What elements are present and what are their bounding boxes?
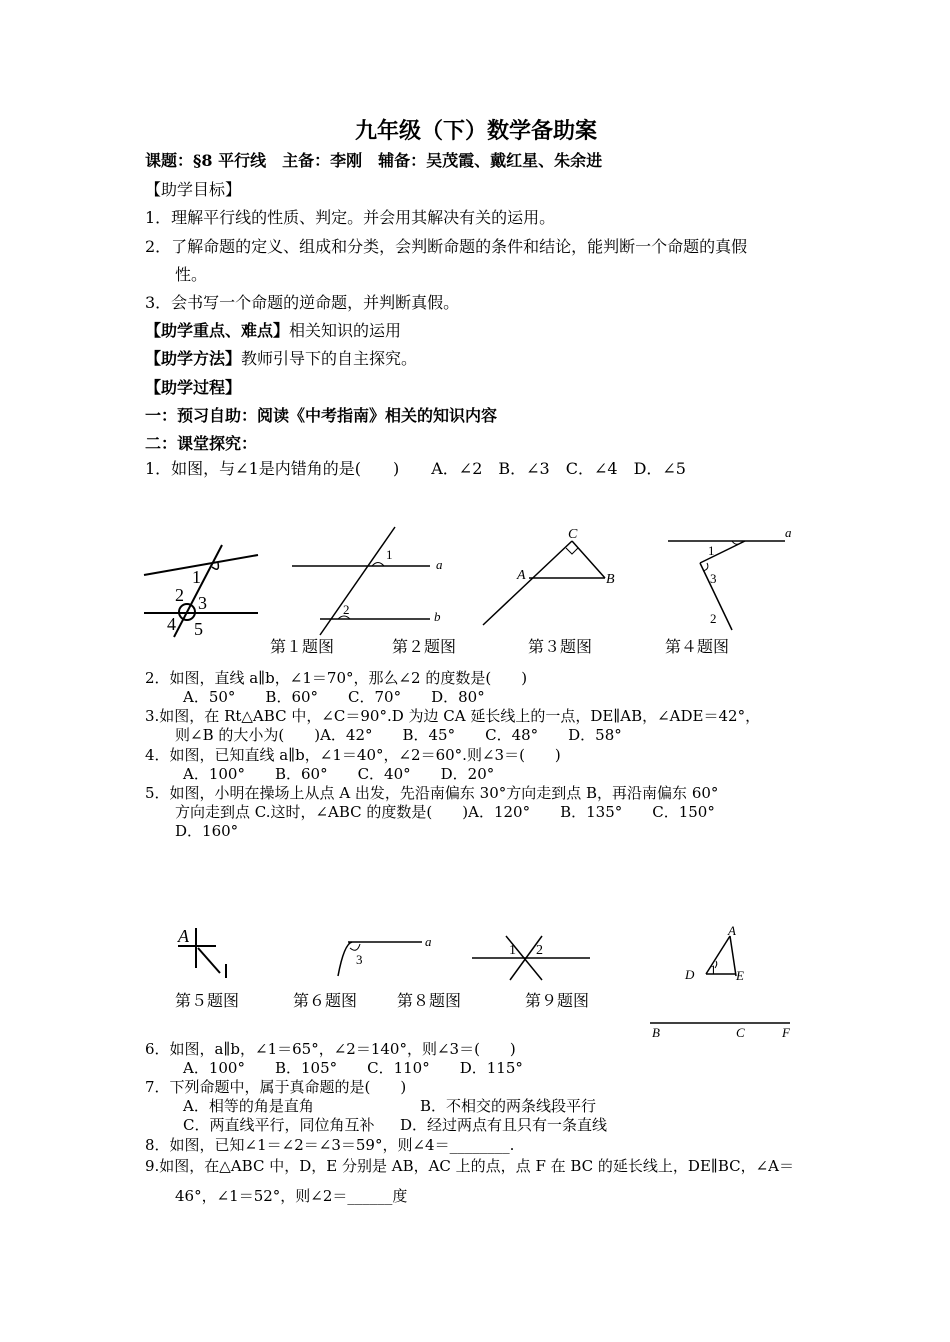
lesson-header: 课题：§8 平行线 主备：李刚 辅备：吴茂霞、戴红星、朱余进 [145, 151, 603, 170]
question-5-continued: 方向走到点 C.这时，∠ABC 的度数是( )A．120° B．135° C．150° [175, 803, 715, 821]
goal-heading: 【助学目标】 [145, 180, 242, 199]
figure-4 [668, 541, 785, 630]
question-6-options: A．100° B．105° C．110° D．115° [183, 1059, 523, 1077]
fig2-label: 1 [386, 547, 393, 562]
fig4-label: 1 [708, 543, 715, 558]
fig6-label: a [425, 934, 432, 949]
question-4-options: A．100° B．60° C．40° D．20° [183, 765, 495, 783]
question-5-options: D．160° [175, 822, 239, 840]
goal-item: 2．了解命题的定义、组成和分类，会判断命题的条件和结论，能判断一个命题的真假 [145, 237, 748, 256]
fig4-label: 2 [710, 611, 717, 626]
question-7-option-b: B．不相交的两条线段平行 [420, 1097, 597, 1115]
fig9-label: A [728, 923, 736, 938]
fig1-label: 5 [194, 619, 203, 639]
question-1: 1．如图，与∠1是内错角的是( ) A．∠2 B．∠3 C．∠4 D．∠5 [145, 459, 686, 478]
figure-row-2 [170, 918, 800, 1038]
question-3-continued: 则∠B 的大小为( )A．42° B．45° C．48° D．58° [175, 726, 622, 744]
fig3-label: B [606, 572, 615, 587]
figure-6 [338, 942, 422, 976]
question-5: 5．如图，小明在操场上从点 A 出发，先沿南偏东 30°方向走到点 B，再沿南偏东 60° [145, 784, 719, 802]
fig8-label: 2 [536, 943, 543, 958]
question-6: 6．如图，a∥b，∠1＝65°，∠2＝140°，则∠3＝( ) [145, 1040, 516, 1058]
fig4-label: a [785, 525, 792, 540]
section-preview: 一：预习自助：阅读《中考指南》相关的知识内容 [145, 406, 498, 425]
question-7-option-c: C．两直线平行，同位角互补 [183, 1116, 375, 1134]
fig9-label: E [736, 968, 744, 983]
figure-row-1 [140, 525, 800, 645]
question-7-option-d: D．经过两点有且只有一条直线 [400, 1116, 608, 1134]
question-4: 4．如图，已知直线 a∥b，∠1＝40°，∠2＝60°.则∠3＝( ) [145, 746, 561, 764]
fig9-label: C [736, 1025, 745, 1038]
question-9: 9.如图，在△ABC 中，D，E 分别是 AB，AC 上的点，点 F 在 BC 的延长线上，DE∥BC，∠A＝ [145, 1157, 795, 1175]
question-2: 2．如图，直线 a∥b，∠1＝70°，那么∠2 的度数是( ) [145, 669, 528, 687]
fig2-label: 2 [343, 602, 350, 617]
figure-caption: 第６题图 [293, 991, 358, 1010]
question-2-options: A．50° B．60° C．70° D．80° [183, 688, 485, 706]
figure-caption: 第１题图 [270, 637, 335, 656]
figure-caption: 第９题图 [525, 991, 590, 1010]
figure-caption: 第８题图 [397, 991, 462, 1010]
fig1-label: 4 [167, 614, 176, 634]
fig2-label: b [434, 609, 441, 624]
fig1-label: 1 [192, 567, 201, 587]
figure-caption: 第５题图 [175, 991, 240, 1010]
fig8-label: 1 [509, 943, 516, 958]
question-7-option-a: A．相等的角是直角 [183, 1097, 314, 1115]
section-explore: 二：课堂探究： [145, 434, 258, 453]
process-heading: 【助学过程】 [145, 378, 242, 397]
fig1-label: 3 [198, 593, 207, 613]
fig3-label: A [517, 568, 526, 583]
method: 【助学方法】教师引导下的自主探究。 [145, 349, 418, 368]
figure-caption: 第４题图 [665, 637, 730, 656]
question-8: 8．如图，已知∠1＝∠2＝∠3＝59°，则∠4＝________. [145, 1136, 515, 1154]
question-9-continued: 46°，∠1＝52°，则∠2＝______度 [175, 1187, 408, 1205]
fig4-label: 3 [710, 571, 717, 586]
question-3: 3.如图，在 Rt△ABC 中，∠C＝90°.D 为边 CA 延长线上的一点，DE∥AB，∠ADE＝42°， [145, 707, 761, 725]
key-points: 【助学重点、难点】相关知识的运用 [145, 321, 402, 340]
page-title: 九年级（下）数学备助案 [355, 118, 598, 144]
figure-3 [483, 541, 605, 625]
figure-caption: 第３题图 [528, 637, 593, 656]
figure-9 [650, 936, 790, 1023]
fig1-label: 2 [175, 585, 184, 605]
figure-8 [472, 936, 590, 980]
figure-caption: 第２题图 [392, 637, 457, 656]
fig9-label: B [652, 1025, 660, 1038]
fig9-label: 1 [710, 962, 717, 977]
goal-item: 3．会书写一个命题的逆命题，并判断真假。 [145, 293, 460, 312]
fig9-label: F [782, 1025, 790, 1038]
fig9-label: D [685, 967, 695, 982]
goal-item-continued: 性。 [175, 265, 208, 284]
figure-2 [292, 527, 430, 635]
fig5-label: A [178, 926, 189, 946]
question-7: 7．下列命题中，属于真命题的是( ) [145, 1078, 407, 1096]
fig2-label: a [436, 557, 443, 572]
fig3-label: C [568, 527, 578, 542]
goal-item: 1．理解平行线的性质、判定。并会用其解决有关的运用。 [145, 208, 556, 227]
fig6-label: 3 [356, 952, 363, 967]
